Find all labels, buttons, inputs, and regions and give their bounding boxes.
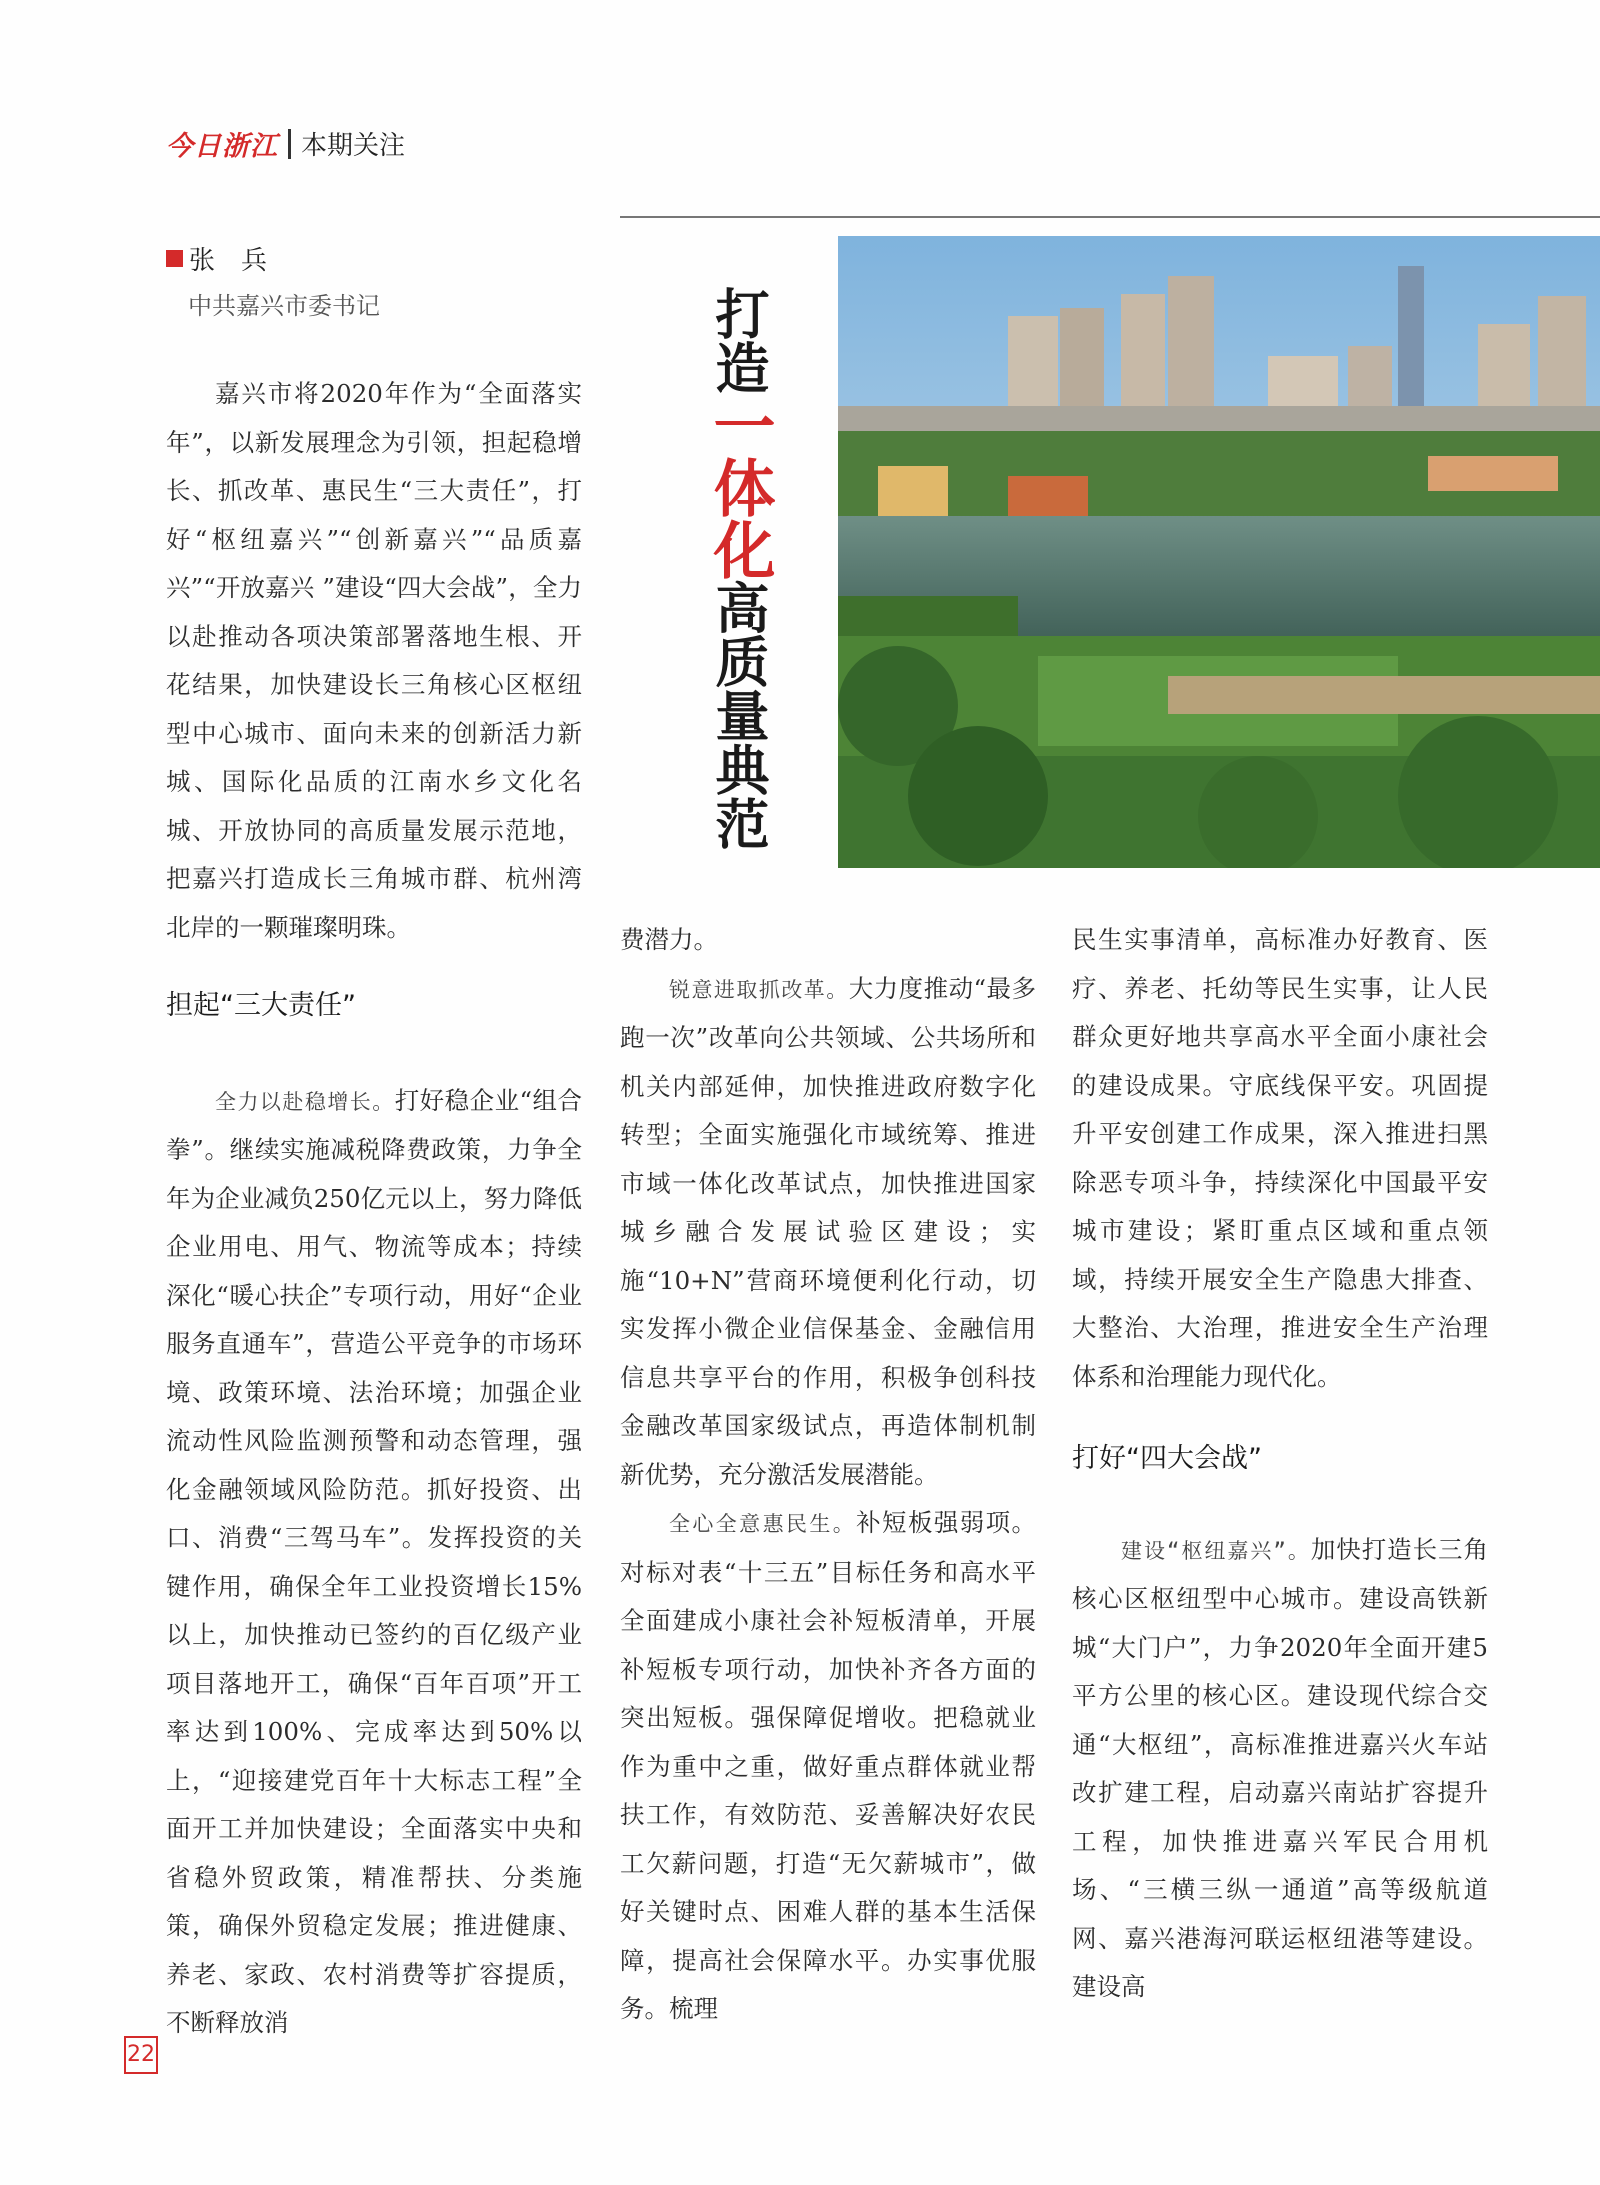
red-square-icon <box>166 250 183 267</box>
paragraph-hub <box>1072 1526 1488 2012</box>
column-3 <box>1072 916 1488 2012</box>
city-lake-skyline-photo <box>838 236 1600 868</box>
title-part1: 打造 <box>707 286 771 394</box>
heading-text: 打好“四大会战” <box>1072 1443 1262 1474</box>
lead-phrase: 全心全意惠民生。 <box>669 1512 857 1536</box>
lead-phrase: 建设“枢纽嘉兴”。 <box>1121 1538 1311 1563</box>
paragraph-text: 大力度推动“最多跑一次”改革向公共领域、公共场所和机关内部延伸，加快推进政府数字化转型；全面实施强化市域统筹、推进市域一体化改革试点，加快推进国家城乡融合发展试验区建设；实施“10+N”营商环境便利化行动，切实发挥小微企业信保基金、金融信用信息共享平台的作用，积极争创科技金融改革国家级试点，再造体制机制新优势，充分激活发展潜能。 <box>620 973 1036 1489</box>
title-part2: 高质量典范 <box>707 580 771 850</box>
title-highlight: 一体化 <box>703 394 776 580</box>
author-name-text: 张 兵 <box>189 246 268 276</box>
author-name <box>166 240 267 277</box>
column-2 <box>620 916 1036 2034</box>
page-header <box>166 124 405 163</box>
paragraph-reform <box>620 965 1036 1500</box>
paragraph-livelihood <box>620 1499 1036 2034</box>
heading-text: 担起“三大责任” <box>166 990 356 1021</box>
lead-phrase: 锐意进取抓改革。 <box>669 977 849 1002</box>
page-number: 22 <box>124 2036 158 2074</box>
author-title: 中共嘉兴市委书记 <box>188 292 380 320</box>
paragraph-text: 打好稳企业“组合拳”。继续实施减税降费政策，力争全年为企业减负250亿元以上，努力降低企业用电、用气、物流等成本；持续深化“暖心扶企”专项行动，用好“企业服务直通车”，营造公平竞争的市场环境、政策环境、法治环境；加强企业流动性风险监测预警和动态管理，强化金融领域风险防范。抓好投资、出口、消费“三驾马车”。发挥投资的关键作用，确保全年工业投资增长15%以上，加快推动已签约的百亿级产业项目落地开工，确保“百年百项”开工率达到100%、完成率达到50%以上，“迎接建党百年十大标志工程”全面开工并加快建设；全面落实中央和省稳外贸政策，精准帮扶、分类施策，确保外贸稳定发展；推进健康、养老、家政、农村消费等扩容提质，不断释放消 <box>166 1085 582 2037</box>
paragraph-growth <box>166 1077 582 2048</box>
section-heading-2 <box>1072 1435 1488 1484</box>
column-1 <box>166 370 582 2048</box>
continued-text: 民生实事清单，高标准办好教育、医疗、养老、托幼等民生实事，让人民群众更好地共享高水平全面小康社会的建设成果。守底线保平安。巩固提升平安创建工作成果，深入推进扫黑除恶专项斗争，持续深化中国最平安城市建设；紧盯重点区域和重点领域，持续开展安全生产隐患大排查、大整治、大治理，推进安全生产治理体系和治理能力现代化。 <box>1072 925 1488 1391</box>
lead-phrase: 全力以赴稳增长。 <box>215 1089 395 1114</box>
article-title <box>703 286 776 850</box>
continued-text: 费潜力。 <box>620 925 718 954</box>
header-divider <box>288 129 291 159</box>
magazine-logo: 今日浙江 <box>166 131 278 162</box>
paragraph-text: 加快打造长三角核心区枢纽型中心城市。建设高铁新城“大门户”，力争2020年全面开建5平方公里的核心区。建设现代综合交通“大枢纽”，高标准推进嘉兴火车站改扩建工程，启动嘉兴南站扩容提升工程，加快推进嘉兴军民合用机场、“三横三纵一通道”高等级航道网、嘉兴港海河联运枢纽港等建设。建设高 <box>1072 1534 1488 2001</box>
section-heading-1 <box>166 982 582 1031</box>
intro-paragraph: 嘉兴市将2020年作为“全面落实年”，以新发展理念为引领，担起稳增长、抓改革、惠民生“三大责任”，打好“枢纽嘉兴”“创新嘉兴”“品质嘉兴”“开放嘉兴 ”建设“四大会战”，全力以赴推动各项决策部署落地生根、开花结果，加快建设长三角核心区枢纽型中心城市、面向未来的创新活力新城、国际化品质的江南水乡文化名城、开放协同的高质量发展示范地，把嘉兴打造成长三角城市群、杭州湾北岸的一颗璀璨明珠。 <box>166 379 582 942</box>
section-label: 本期关注 <box>301 131 406 161</box>
top-rule <box>620 216 1600 218</box>
paragraph-text: 补短板强弱项。对标对表“十三五”目标任务和高水平全面建成小康社会补短板清单，开展补短板专项行动，加快补齐各方面的突出短板。强保障促增收。把稳就业作为重中之重，做好重点群体就业帮扶工作，有效防范、妥善解决好农民工欠薪问题，打造“无欠薪城市”，做好关键时点、困难人群的基本生活保障，提高社会保障水平。办实事优服务。梳理 <box>620 1508 1037 2023</box>
